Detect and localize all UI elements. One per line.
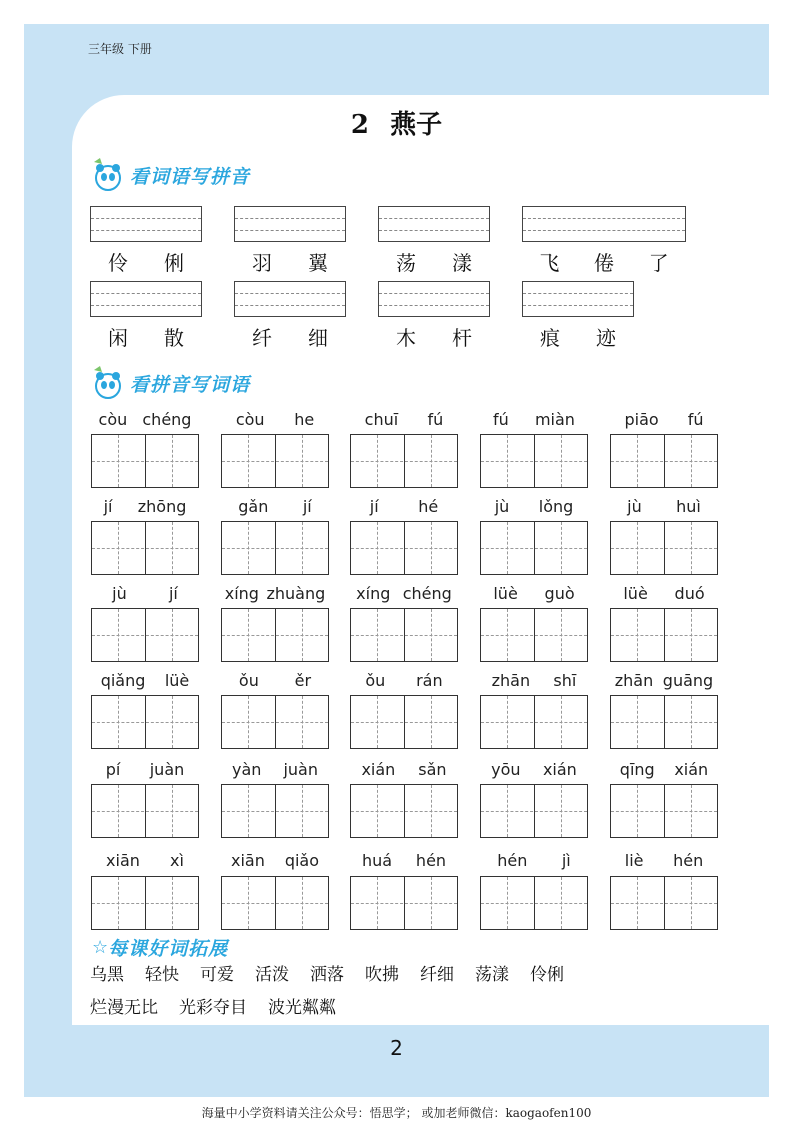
pinyin-prompt [480,410,588,429]
pinyin-prompt [91,851,199,870]
pinyin-prompt [91,497,199,516]
pinyin-prompt [221,760,329,779]
word-characters [90,322,202,351]
pinyin-prompt [480,851,588,870]
character-writing-grid[interactable] [350,876,458,930]
pinyin-syllable: jí [369,497,379,516]
character: 杆 [452,326,472,350]
word-characters [234,247,346,276]
extension-word: 伶俐 [530,965,564,985]
pinyin-prompt [221,410,329,429]
extension-word: 波光粼粼 [268,998,336,1018]
pinyin-syllable: xíng [224,584,259,603]
pinyin-writing-box[interactable] [378,206,490,242]
pinyin-syllable: zhān [491,671,531,690]
character-writing-grid[interactable] [91,521,199,575]
pinyin-syllable: còu [235,410,265,429]
character: 伶 [108,251,128,275]
character-writing-grid[interactable] [480,695,588,749]
pinyin-syllable: shī [553,671,577,690]
pinyin-syllable: xiān [230,851,265,870]
character-writing-grid[interactable] [91,608,199,662]
pinyin-syllable: jì [561,851,571,870]
character-writing-grid[interactable] [221,434,329,488]
character: 细 [308,326,328,350]
pinyin-syllable: duó [674,584,705,603]
section-title: 看拼音写词语 [130,373,251,396]
extension-word: 纤细 [420,965,454,985]
character-writing-grid[interactable] [480,608,588,662]
extension-word: 吹拂 [365,965,399,985]
pinyin-syllable: yōu [491,760,521,779]
pinyin-syllable: rán [416,671,443,690]
pinyin-prompt [610,671,718,690]
pinyin-syllable: hé [418,497,439,516]
pinyin-syllable: sǎn [418,760,447,779]
character: 闲 [108,326,128,350]
pinyin-prompt [350,497,458,516]
word-characters [522,247,686,276]
pinyin-prompt [221,497,329,516]
extension-word: 光彩夺目 [179,998,247,1018]
pinyin-prompt [91,671,199,690]
character-writing-grid[interactable] [221,876,329,930]
pinyin-writing-box[interactable] [522,206,686,242]
pinyin-writing-box[interactable] [522,281,634,317]
character: 迹 [596,326,616,350]
pinyin-prompt [91,584,199,603]
pinyin-writing-box[interactable] [90,206,202,242]
section-title: 看词语写拼音 [130,165,251,188]
pinyin-syllable: gǎn [238,497,269,516]
pinyin-syllable: xiān [106,851,140,870]
pinyin-prompt [610,584,718,603]
pinyin-syllable: lǒng [538,497,574,516]
pinyin-prompt [91,760,199,779]
character-writing-grid[interactable] [221,521,329,575]
section-heading-write-words [92,366,250,400]
pinyin-syllable: qiǎo [284,851,320,870]
character: 木 [396,326,416,350]
character-writing-grid[interactable] [91,434,199,488]
grade-label: 三年级 下册 [88,42,152,56]
section-heading-word-extension [92,934,228,961]
page-number: 2 [390,1036,403,1060]
pinyin-syllable: chéng [142,410,192,429]
pinyin-syllable: jí [168,584,178,603]
character: 飞 [539,251,560,275]
pinyin-prompt [480,584,588,603]
pinyin-syllable: pí [105,760,121,779]
character: 荡 [396,251,416,275]
pinyin-syllable: piāo [624,410,659,429]
pinyin-syllable: qiǎng [100,671,146,690]
pinyin-prompt [350,760,458,779]
character-writing-grid[interactable] [350,784,458,838]
pinyin-prompt [91,410,199,429]
extension-word: 可爱 [200,965,234,985]
word-characters [522,322,634,351]
word-characters [234,322,346,351]
pinyin-prompt [221,671,329,690]
character-writing-grid[interactable] [610,434,718,488]
character: 羽 [252,251,272,275]
extension-words-line-2 [90,993,357,1018]
pinyin-syllable: huì [676,497,701,516]
character-writing-grid[interactable] [610,695,718,749]
pinyin-writing-box[interactable] [234,206,346,242]
character-writing-grid[interactable] [350,521,458,575]
pinyin-syllable: juàn [149,760,185,779]
pinyin-syllable: lüè [164,671,190,690]
character-writing-grid[interactable] [480,521,588,575]
pinyin-prompt [610,851,718,870]
character-writing-grid[interactable] [610,521,718,575]
lesson-number: 2 [350,110,369,140]
character: 纤 [252,326,272,350]
pinyin-syllable: xián [674,760,709,779]
character-writing-grid[interactable] [91,695,199,749]
pinyin-syllable: jí [103,497,113,516]
character: 翼 [308,251,328,275]
pinyin-syllable: hén [497,851,528,870]
pinyin-syllable: juàn [283,760,318,779]
pinyin-writing-box[interactable] [378,281,490,317]
pinyin-syllable: guò [544,584,575,603]
pinyin-prompt [350,410,458,429]
pinyin-syllable: jù [494,497,510,516]
pinyin-syllable: lüè [623,584,648,603]
character: 了 [648,251,669,275]
character-writing-grid[interactable] [221,784,329,838]
pinyin-syllable: hén [415,851,447,870]
character-writing-grid[interactable] [610,876,718,930]
pinyin-prompt [350,584,458,603]
pinyin-syllable: jí [302,497,312,516]
pinyin-syllable: jù [112,584,127,603]
extension-word: 烂漫无比 [90,998,158,1018]
pinyin-syllable: liè [624,851,644,870]
pinyin-syllable: zhōng [137,497,187,516]
pinyin-syllable: xián [542,760,577,779]
panda-mascot-icon [92,158,124,192]
pinyin-prompt [610,497,718,516]
extension-word: 荡漾 [475,965,509,985]
pinyin-syllable: chéng [402,584,452,603]
pinyin-syllable: zhān [614,671,654,690]
pinyin-prompt [350,851,458,870]
pinyin-syllable: qīng [619,760,655,779]
word-characters [378,322,490,351]
character-writing-grid[interactable] [480,876,588,930]
pinyin-prompt [350,671,458,690]
pinyin-syllable: xì [170,851,184,870]
pinyin-syllable: guāng [662,671,714,690]
pinyin-prompt [221,584,329,603]
pinyin-prompt [480,760,588,779]
character: 漾 [452,251,472,275]
pinyin-prompt [221,851,329,870]
pinyin-syllable: ěr [294,671,312,690]
pinyin-writing-box[interactable] [90,281,202,317]
section-heading-write-pinyin [92,158,250,192]
pinyin-prompt [480,671,588,690]
pinyin-syllable: hén [673,851,704,870]
character-writing-grid[interactable] [350,434,458,488]
pinyin-syllable: zhuàng [266,584,326,603]
extension-word: 轻快 [145,965,179,985]
pinyin-syllable: miàn [534,410,575,429]
extension-word: 洒落 [310,965,344,985]
pinyin-syllable: fú [427,410,444,429]
pinyin-writing-box[interactable] [234,281,346,317]
character-writing-grid[interactable] [350,608,458,662]
extension-words-line-1 [90,960,585,985]
pinyin-syllable: còu [98,410,128,429]
character-writing-grid[interactable] [480,434,588,488]
pinyin-prompt [610,760,718,779]
character: 倦 [593,251,614,275]
character-writing-grid[interactable] [91,876,199,930]
footer-note: 海量中小学资料请关注公众号：悟思学； 或加老师微信：kaogaofen100 [201,1106,592,1120]
word-characters [378,247,490,276]
character-writing-grid[interactable] [610,608,718,662]
character-writing-grid[interactable] [480,784,588,838]
pinyin-syllable: chuī [364,410,399,429]
character: 俐 [164,251,184,275]
character-writing-grid[interactable] [91,784,199,838]
pinyin-syllable: jù [627,497,642,516]
pinyin-syllable: fú [493,410,509,429]
character: 散 [164,326,184,350]
section-title: 每课好词拓展 [108,938,229,960]
pinyin-syllable: yàn [232,760,262,779]
pinyin-syllable: huá [361,851,393,870]
extension-word: 乌黑 [90,965,124,985]
panda-mascot-icon [92,366,124,400]
pinyin-syllable: he [294,410,315,429]
pinyin-prompt [610,410,718,429]
character-writing-grid[interactable] [221,608,329,662]
character-writing-grid[interactable] [221,695,329,749]
pinyin-syllable: ǒu [365,671,386,690]
pinyin-syllable: ǒu [238,671,259,690]
pinyin-syllable: xíng [356,584,391,603]
character-writing-grid[interactable] [610,784,718,838]
character-writing-grid[interactable] [350,695,458,749]
extension-word: 活泼 [255,965,289,985]
star-icon: ☆ [92,937,109,958]
lesson-title [0,104,793,141]
pinyin-syllable: xián [361,760,396,779]
character: 痕 [540,326,560,350]
pinyin-syllable: lüè [493,584,518,603]
lesson-name: 燕子 [390,110,443,140]
word-characters [90,247,202,276]
pinyin-prompt [480,497,588,516]
pinyin-syllable: fú [687,410,704,429]
